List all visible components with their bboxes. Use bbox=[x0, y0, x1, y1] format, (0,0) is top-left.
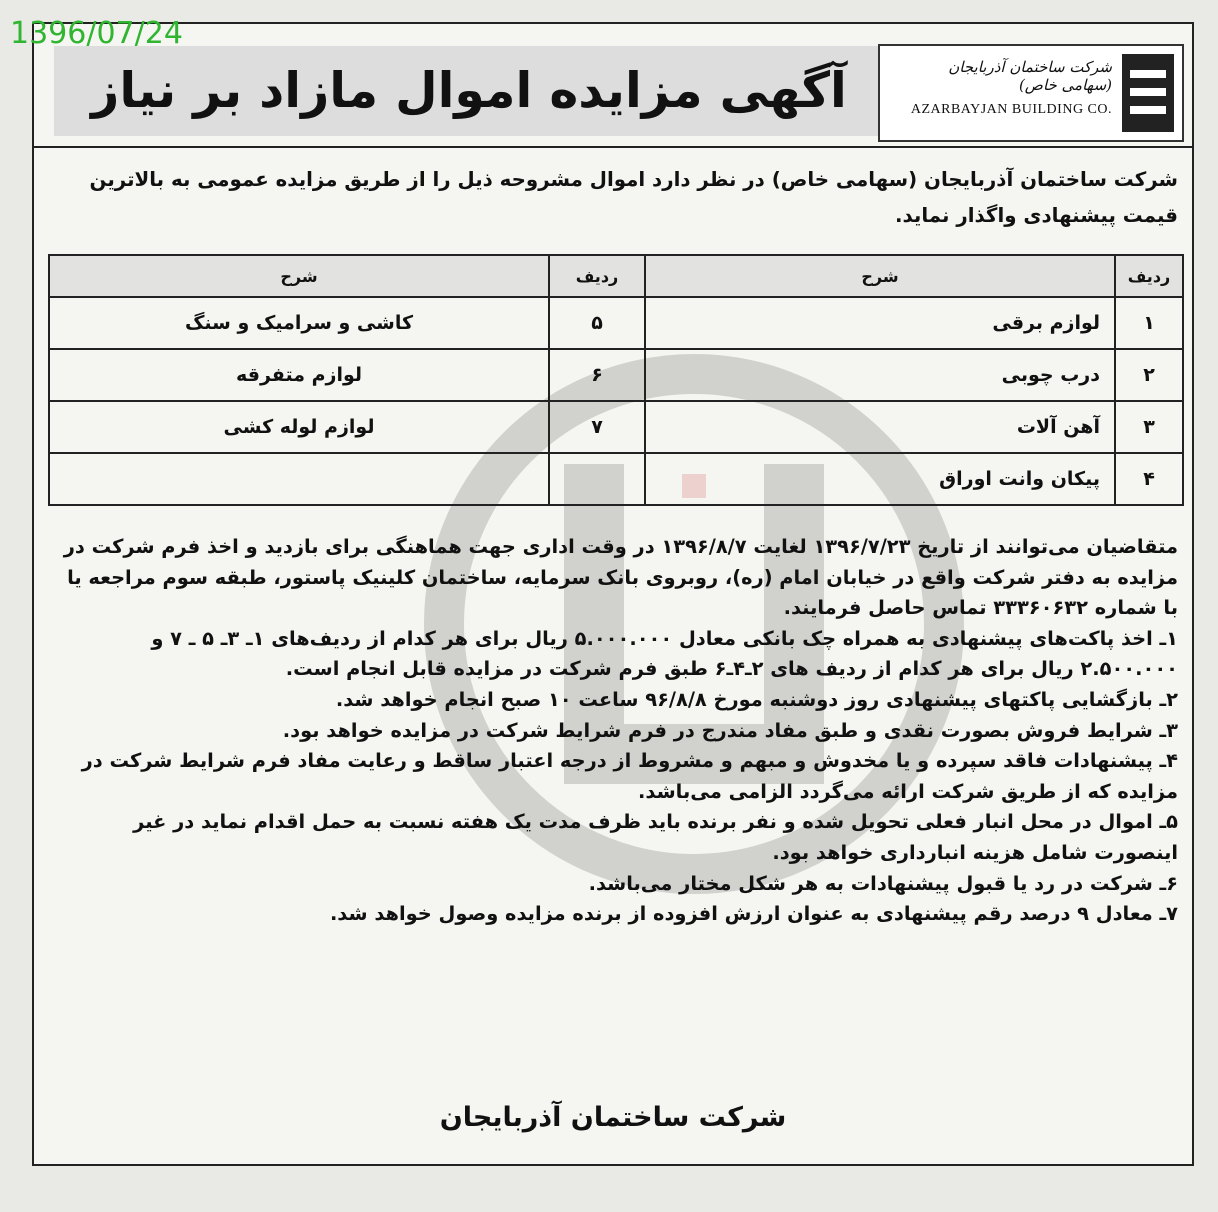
row-index: ۴ bbox=[1115, 453, 1183, 505]
row-index: ۳ bbox=[1115, 401, 1183, 453]
logo-persian-name: شرکت ساختمان آذربایجان (سهامی خاص) bbox=[948, 58, 1112, 94]
row-description: درب چوبی bbox=[645, 349, 1115, 401]
row-index-2: ۵ bbox=[549, 297, 645, 349]
body-clause-1: ۱ـ اخذ پاکت‌های پیشنهادی به همراه چک بانکی معادل ۵.۰۰۰.۰۰۰ ریال برای هر کدام از ردیف‌های ۱ـ ۳ـ ۵ ـ ۷ و ۲.۵۰۰.۰۰۰ ریال برای هر کدام از ردیف های ۲ـ۴ـ۶ طبق فرم شرکت در مزایده قابل انجام است. bbox=[151, 626, 1178, 681]
body-clause-5: ۵ـ اموال در محل انبار فعلی تحویل شده و نفر برنده باید ظرف مدت یک هفته نسبت به حمل اقدام نماید در غیر اینصورت شامل هزینه انبارداری خواهد بود. bbox=[133, 810, 1178, 864]
row-description-2 bbox=[49, 453, 549, 505]
header-description-2: شرح bbox=[49, 255, 549, 297]
row-index: ۱ bbox=[1115, 297, 1183, 349]
table-row bbox=[49, 297, 1183, 349]
body-clause-2: ۲ـ بازگشایی پاکتهای پیشنهادی روز دوشنبه مورخ ۹۶/۸/۸ ساعت ۱۰ صبح انجام خواهد شد. bbox=[335, 687, 1178, 711]
table-row bbox=[49, 349, 1183, 401]
body-paragraph-contact: متقاضیان می‌توانند از تاریخ ۱۳۹۶/۷/۲۳ لغایت ۱۳۹۶/۸/۷ در وقت اداری جهت هماهنگی برای بازدید و اخذ فرم شرکت در مزایده به دفتر شرکت واقع در خیابان امام (ره)، روبروی بانک سرمایه، ساختمان کلینیک پاستور، طبقه سوم مراجعه یا با شماره ۳۳۳۶۰۶۳۲ تماس حاصل فرمایند. bbox=[63, 535, 1178, 620]
company-logo bbox=[878, 44, 1184, 142]
company-logo-icon bbox=[1122, 54, 1174, 132]
header-row-index: ردیف bbox=[1115, 255, 1183, 297]
date-stamp: 1396/07/24 bbox=[10, 16, 183, 51]
items-table bbox=[48, 254, 1184, 506]
body-clause-3: ۳ـ شرایط فروش بصورت نقدی و طبق مفاد مندرج در فرم شرایط شرکت در مزایده خواهد بود. bbox=[282, 718, 1178, 742]
table-row bbox=[49, 401, 1183, 453]
notice-frame bbox=[32, 22, 1194, 1166]
row-description-2: کاشی و سرامیک و سنگ bbox=[49, 297, 549, 349]
header-row-index-2: ردیف bbox=[549, 255, 645, 297]
body-clause-7: ۷ـ معادل ۹ درصد رقم پیشنهادی به عنوان ارزش افزوده از برنده مزایده وصول خواهد شد. bbox=[329, 902, 1178, 926]
row-index-2: ۷ bbox=[549, 401, 645, 453]
body-clause-6: ۶ـ شرکت در رد یا قبول پیشنهادات به هر شکل مختار می‌باشد. bbox=[588, 871, 1178, 895]
row-index-2: ۶ bbox=[549, 349, 645, 401]
notice-title: آگهی مزایده اموال مازاد بر نیاز bbox=[54, 46, 884, 136]
row-description: آهن آلات bbox=[645, 401, 1115, 453]
table-row bbox=[49, 453, 1183, 505]
table-header-row bbox=[49, 255, 1183, 297]
row-description-2: لوازم متفرقه bbox=[49, 349, 549, 401]
intro-paragraph: شرکت ساختمان آذربایجان (سهامی خاص) در نظر دارد اموال مشروحه ذیل را از طریق مزایده عمومی به بالاترین قیمت پیشنهادی واگذار نماید. bbox=[89, 168, 1178, 227]
row-index-2 bbox=[549, 453, 645, 505]
header-description: شرح bbox=[645, 255, 1115, 297]
notice-body bbox=[52, 532, 1178, 930]
body-clause-4: ۴ـ پیشنهادات فاقد سپرده و یا مخدوش و مبهم و مشروط از درجه اعتبار ساقط و رعایت مفاد فرم شرایط شرکت در مزایده که از طریق شرکت ارائه می‌گردد الزامی می‌باشد. bbox=[81, 749, 1178, 803]
row-description: پیکان وانت اوراق bbox=[645, 453, 1115, 505]
row-description: لوازم برقی bbox=[645, 297, 1115, 349]
company-signature: شرکت ساختمان آذربایجان bbox=[439, 1102, 787, 1133]
logo-english-name: AZARBAYJAN BUILDING CO. bbox=[910, 102, 1112, 117]
row-index: ۲ bbox=[1115, 349, 1183, 401]
row-description-2: لوازم لوله کشی bbox=[49, 401, 549, 453]
notice-header bbox=[34, 24, 1192, 148]
